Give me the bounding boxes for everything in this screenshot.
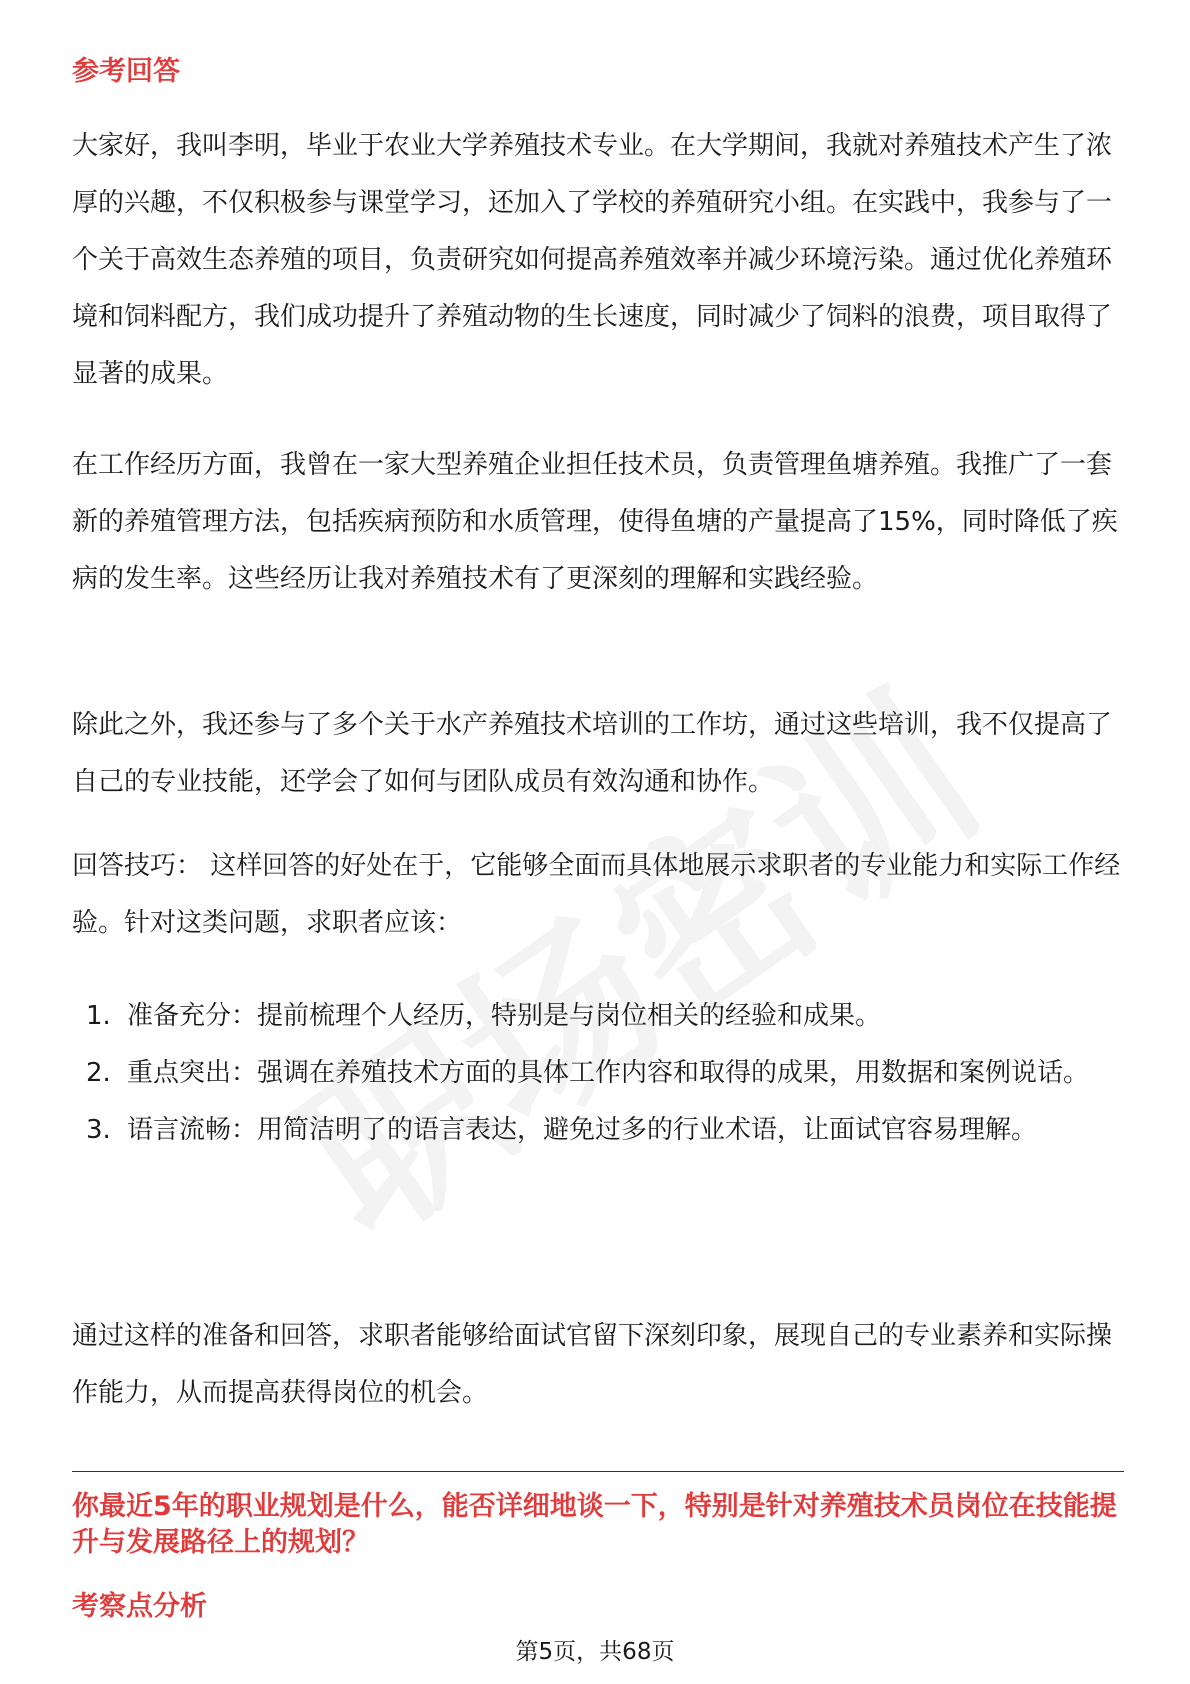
paragraph-work-experience: 在工作经历方面，我曾在一家大型养殖企业担任技术员，负责管理鱼塘养殖。我推广了一套新的养殖管理方法，包括疾病预防和水质管理，使得鱼塘的产量提高了15%，同时降低了疾病的发生率。这些经历让我对养殖技术有了更深刻的理解和实践经验。 <box>72 450 1118 594</box>
list-number: 1. <box>86 1001 111 1031</box>
list-item <box>72 988 1124 1045</box>
list-number: 2. <box>86 1058 111 1088</box>
page-number: 第5页，共68页 <box>515 1639 675 1665</box>
tips-list <box>72 988 1124 1159</box>
paragraph-training: 除此之外，我还参与了多个关于水产养殖技术培训的工作坊，通过这些培训，我不仅提高了自己的专业技能，还学会了如何与团队成员有效沟通和协作。 <box>72 710 1113 797</box>
analysis-heading: 考察点分析 <box>72 1591 207 1622</box>
paragraph-intro: 大家好，我叫李明，毕业于农业大学养殖技术专业。在大学期间，我就对养殖技术产生了浓厚的兴趣，不仅积极参与课堂学习，还加入了学校的养殖研究小组。在实践中，我参与了一个关于高效生态养殖的项目，负责研究如何提高养殖效率并减少环境污染。通过优化养殖环境和饲料配方，我们成功提升了养殖动物的生长速度，同时减少了饲料的浪费，项目取得了显著的成果。 <box>72 131 1113 389</box>
paragraph-conclusion: 通过这样的准备和回答，求职者能够给面试官留下深刻印象，展现自己的专业素养和实际操作能力，从而提高获得岗位的机会。 <box>72 1321 1113 1408</box>
list-number: 3. <box>86 1115 111 1145</box>
answer-heading: 参考回答 <box>72 56 180 87</box>
list-item <box>72 1045 1124 1102</box>
paragraph-answer-tips: 回答技巧： 这样回答的好处在于，它能够全面而具体地展示求职者的专业能力和实际工作经验。针对这类问题，求职者应该： <box>72 851 1121 938</box>
list-item-text: 语言流畅：用简洁明了的语言表达，避免过多的行业术语，让面试官容易理解。 <box>127 1115 1038 1145</box>
document-page <box>72 0 1124 1684</box>
list-item-text: 准备充分：提前梳理个人经历，特别是与岗位相关的经验和成果。 <box>127 1001 882 1031</box>
section-divider <box>72 1471 1124 1472</box>
next-question-heading: 你最近5年的职业规划是什么，能否详细地谈一下，特别是针对养殖技术员岗位在技能提升与发展路径上的规划？ <box>72 1491 1117 1558</box>
list-item <box>72 1102 1124 1159</box>
list-item-text: 重点突出：强调在养殖技术方面的具体工作内容和取得的成果，用数据和案例说话。 <box>127 1058 1090 1088</box>
